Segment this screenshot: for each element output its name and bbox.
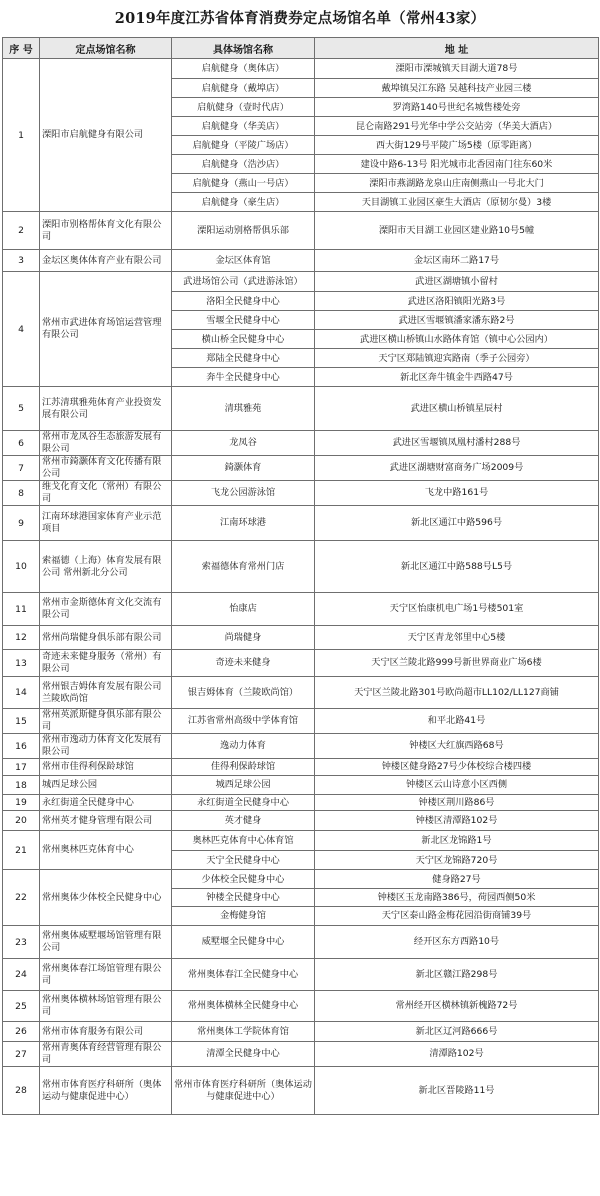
venue-stack: [172, 272, 315, 387]
venue-name: 金梅健身馆: [172, 906, 314, 924]
venue-name: 天宁全民健身中心: [172, 850, 314, 869]
company-name: 城西足球公园: [40, 776, 172, 795]
company-name: 常州奥体少体校全民健身中心: [40, 870, 172, 926]
row-number: 18: [3, 776, 40, 795]
venue-address: 天宁区青龙邻里中心5楼: [315, 626, 599, 650]
table-row: [3, 481, 599, 506]
row-number: 7: [3, 456, 40, 481]
venue-address: 天目湖镇工业园区豪生大酒店（原韧尔曼）3楼: [315, 192, 598, 211]
venue-stack: [172, 870, 315, 926]
document-title: 2019年度江苏省体育消费券定点场馆名单（常州43家）: [114, 10, 486, 27]
company-name: 金坛区奥体体育产业有限公司: [40, 250, 172, 272]
venue-address: 钟楼区健身路27号少体校综合楼四楼: [315, 759, 599, 776]
company-name: 常州市体育医疗科研所（奥体运动与健康促进中心）: [40, 1067, 172, 1115]
venue-name: 常州市体育医疗科研所（奥体运动与健康促进中心）: [172, 1067, 315, 1115]
venue-address: 和平北路41号: [315, 709, 599, 734]
row-number: 20: [3, 811, 40, 831]
company-name: 常州市龙凤谷生态旅游发展有限公司: [40, 431, 172, 456]
row-number: 1: [3, 59, 40, 212]
venue-address: 武进区横山桥镇山水路体育馆（镇中心公园内）: [315, 329, 598, 348]
table-row: [3, 541, 599, 593]
venue-name: 启航健身（奥体店）: [201, 63, 285, 74]
venue-name: 启航健身（浩沙店）: [172, 154, 314, 173]
venue-name: 银吉姆体育（兰陵欧尚馆）: [172, 677, 315, 709]
venue-address: 健身路27号: [432, 873, 481, 885]
company-name: 溧阳市启航健身有限公司: [40, 59, 172, 212]
company-name: 常州市武进体育场馆运营管理有限公司: [40, 272, 172, 387]
venue-address: 经开区东方西路10号: [315, 926, 599, 959]
row-number: 16: [3, 734, 40, 759]
company-name: 永红街道全民健身中心: [40, 795, 172, 811]
venue-name: 雪堰全民健身中心: [172, 310, 314, 329]
venue-name: 英才健身: [172, 811, 315, 831]
table-row: [3, 811, 599, 831]
table-row: [3, 926, 599, 959]
venue-name: 启航健身（平陵广场店）: [172, 135, 314, 154]
row-number: 9: [3, 506, 40, 541]
table-row: [3, 677, 599, 709]
venue-address: 天宁区兰陵北路999号新世界商业广场6楼: [315, 650, 599, 677]
company-name: 常州英派斯健身俱乐部有限公司: [40, 709, 172, 734]
row-number: 2: [3, 212, 40, 250]
venue-name: 少体校全民健身中心: [201, 873, 285, 885]
venue-name: 龙凤谷: [172, 431, 315, 456]
company-name: 维戈化育文化（常州）有限公司: [40, 481, 172, 506]
header-venue: 具体场馆名称: [172, 38, 315, 59]
venue-name: 启航健身（豪生店）: [172, 192, 314, 211]
venue-address: 新北区晋陵路11号: [315, 1067, 599, 1115]
address-stack: [315, 870, 599, 926]
venue-address: 清潭路102号: [315, 1042, 599, 1067]
company-name: 常州奥体春江场馆管理有限公司: [40, 959, 172, 991]
address-stack: [315, 272, 599, 387]
venue-name: 城西足球公园: [172, 776, 315, 795]
venue-address: 西大街129号平陵广场5楼（原零距离）: [315, 135, 598, 154]
venue-name: 溧阳运动别格帮俱乐部: [172, 212, 315, 250]
venue-name: 郑陆全民健身中心: [172, 348, 314, 367]
venue-name: 常州奥体横林全民健身中心: [172, 991, 315, 1022]
venue-address: 天宁区龙锦路720号: [315, 850, 598, 869]
row-number: 4: [3, 272, 40, 387]
table-row: [3, 759, 599, 776]
table-row: [3, 593, 599, 626]
row-number: 26: [3, 1022, 40, 1042]
venue-address: 天宁区泰山路金梅花园沿街商铺39号: [315, 906, 598, 924]
company-name: 常州奥体威墅堰场馆管理有限公司: [40, 926, 172, 959]
venue-name: 洛阳全民健身中心: [172, 291, 314, 310]
venue-address: 建设中路6-13号 阳光城市北香园南门往东60米: [315, 154, 598, 173]
row-number: 11: [3, 593, 40, 626]
venue-address: 武进区湖塘财富商务广场2009号: [315, 456, 599, 481]
venue-address: 戴埠镇吴江东路 吴越科技产业园三楼: [315, 78, 598, 97]
venue-address: 罗湾路140号世纪名城售楼处旁: [315, 97, 598, 116]
venue-address: 天宁区怡康机电广场1号楼501室: [315, 593, 599, 626]
company-name: 江南环球港国家体育产业示范项目: [40, 506, 172, 541]
venue-stack: [172, 831, 315, 870]
venue-name: 錡灏体育: [172, 456, 315, 481]
company-name: 常州奥体横林场馆管理有限公司: [40, 991, 172, 1022]
table-row: [3, 387, 599, 431]
company-name: 常州奥林匹克体育中心: [40, 831, 172, 870]
row-number: 15: [3, 709, 40, 734]
row-number: 23: [3, 926, 40, 959]
table-body: [3, 59, 599, 1115]
venue-address: 新北区龙锦路1号: [421, 835, 492, 846]
venue-address: 溧阳市天目湖工业园区建业路10号5幢: [315, 212, 599, 250]
table-row: [3, 650, 599, 677]
table-row: [3, 212, 599, 250]
venue-name: 怡康店: [172, 593, 315, 626]
venue-address: 飞龙中路161号: [315, 481, 599, 506]
venue-name: 索福德体育常州门店: [172, 541, 315, 593]
venue-address: 新北区通江中路596号: [315, 506, 599, 541]
table-header-row: [3, 38, 599, 59]
row-number: 22: [3, 870, 40, 926]
company-name: 常州银吉姆体育发展有限公司 兰陵欧尚馆: [40, 677, 172, 709]
table-row: [3, 776, 599, 795]
row-number: 8: [3, 481, 40, 506]
venue-name: 启航健身（华美店）: [172, 116, 314, 135]
company-name: 常州市逸动力体育文化发展有限公司: [40, 734, 172, 759]
company-name: 常州英才健身管理有限公司: [40, 811, 172, 831]
venue-address: 新北区赣江路298号: [315, 959, 599, 991]
venue-name: 常州奥体春江全民健身中心: [172, 959, 315, 991]
venue-address: 武进区洛阳镇阳光路3号: [315, 291, 598, 310]
venue-name: 奔牛全民健身中心: [172, 367, 314, 386]
header-num: 序 号: [3, 38, 40, 59]
venue-address: 武进区雪堰镇潘家潘东路2号: [315, 310, 598, 329]
row-number: 19: [3, 795, 40, 811]
row-number: 17: [3, 759, 40, 776]
venue-name: 钟楼全民健身中心: [172, 888, 314, 906]
company-name: 索福德（上海）体育发展有限公司 常州新北分公司: [40, 541, 172, 593]
table-row: [3, 59, 599, 212]
venue-name: 启航健身（戴埠店）: [172, 78, 314, 97]
row-number: 24: [3, 959, 40, 991]
venue-name: 金坛区体育馆: [172, 250, 315, 272]
venue-address: 溧阳市溧城镇天目湖大道78号: [395, 63, 518, 74]
company-name: 常州市錡灏体育文化传播有限公司: [40, 456, 172, 481]
row-number: 21: [3, 831, 40, 870]
venue-name: 启航健身（燕山一号店）: [172, 173, 314, 192]
row-number: 25: [3, 991, 40, 1022]
table-row: [3, 1067, 599, 1115]
venue-name: 江南环球港: [172, 506, 315, 541]
company-name: 常州市体育服务有限公司: [40, 1022, 172, 1042]
company-name: 常州市金斯德体育文化交流有限公司: [40, 593, 172, 626]
venue-address: 钟楼区荆川路86号: [315, 795, 599, 811]
table-row: [3, 250, 599, 272]
row-number: 14: [3, 677, 40, 709]
address-stack: [315, 831, 599, 870]
venue-name: 常州奥体工学院体育馆: [172, 1022, 315, 1042]
venue-name: 江苏省常州高级中学体育馆: [172, 709, 315, 734]
venue-address: 新北区奔牛镇金牛西路47号: [315, 367, 598, 386]
row-number: 6: [3, 431, 40, 456]
venue-address: 钟楼区清潭路102号: [315, 811, 599, 831]
table-row: [3, 709, 599, 734]
venue-table: [2, 37, 599, 1115]
table-row: [3, 831, 599, 870]
table-row: [3, 456, 599, 481]
venue-name: 威墅堰全民健身中心: [172, 926, 315, 959]
table-row: [3, 870, 599, 926]
venue-address: 天宁区兰陵北路301号欧尚超市LL102/LL127商铺: [315, 677, 599, 709]
table-row: [3, 1022, 599, 1042]
company-name: 常州青奥体育经营管理有限公司: [40, 1042, 172, 1067]
venue-address: 钟楼区云山诗意小区西侧: [315, 776, 599, 795]
venue-address: 新北区通江中路588号L5号: [315, 541, 599, 593]
table-row: [3, 1042, 599, 1067]
venue-stack: [172, 59, 315, 212]
company-name: 常州尚瑞健身俱乐部有限公司: [40, 626, 172, 650]
venue-name: 尚瑞健身: [172, 626, 315, 650]
venue-address: 钟楼区玉龙南路386号，荷园西侧50米: [315, 888, 598, 906]
company-name: 常州市佳得利保龄球馆: [40, 759, 172, 776]
venue-name: 佳得利保龄球馆: [172, 759, 315, 776]
row-number: 12: [3, 626, 40, 650]
table-row: [3, 991, 599, 1022]
row-number: 10: [3, 541, 40, 593]
venue-address: 钟楼区大红旗西路68号: [315, 734, 599, 759]
venue-name: 清琪雅苑: [172, 387, 315, 431]
company-name: 江苏清琪雅苑体育产业投资发展有限公司: [40, 387, 172, 431]
table-row: [3, 626, 599, 650]
venue-name: 逸动力体育: [172, 734, 315, 759]
table-row: [3, 431, 599, 456]
row-number: 5: [3, 387, 40, 431]
venue-address: 溧阳市燕湖路龙泉山庄南侧燕山一号北大门: [315, 173, 598, 192]
row-number: 13: [3, 650, 40, 677]
table-row: [3, 506, 599, 541]
header-address: 地 址: [315, 38, 599, 59]
venue-name: 清潭全民健身中心: [172, 1042, 315, 1067]
venue-address: 金坛区南环二路17号: [315, 250, 599, 272]
header-company: 定点场馆名称: [40, 38, 172, 59]
table-row: [3, 795, 599, 811]
company-name: 奇迹未来健身服务（常州）有限公司: [40, 650, 172, 677]
venue-name: 横山桥全民健身中心: [172, 329, 314, 348]
venue-name: 奥林匹克体育中心体育馆: [192, 835, 294, 846]
venue-address: 昆仑南路291号光华中学公交站旁（华美大酒店）: [315, 116, 598, 135]
row-number: 28: [3, 1067, 40, 1115]
venue-address: 天宁区郑陆镇迎宾路南（季子公园旁）: [315, 348, 598, 367]
venue-name: 启航健身（壹时代店）: [172, 97, 314, 116]
company-name: 溧阳市别格帮体育文化有限公司: [40, 212, 172, 250]
table-row: [3, 734, 599, 759]
table-row: [3, 959, 599, 991]
venue-name: 永红街道全民健身中心: [172, 795, 315, 811]
venue-address: 常州经开区横林镇新槐路72号: [315, 991, 599, 1022]
address-stack: [315, 59, 599, 212]
row-number: 27: [3, 1042, 40, 1067]
venue-name: 飞龙公园游泳馆: [172, 481, 315, 506]
venue-name: 奇迹未来健身: [172, 650, 315, 677]
venue-name: 武进场馆公司（武进游泳馆）: [183, 276, 303, 287]
venue-address: 新北区辽河路666号: [315, 1022, 599, 1042]
table-row: [3, 272, 599, 387]
venue-address: 武进区湖塘镇小留村: [415, 276, 498, 287]
venue-address: 武进区雪堰镇凤凰村潘村288号: [315, 431, 599, 456]
venue-address: 武进区横山桥镇星辰村: [315, 387, 599, 431]
row-number: 3: [3, 250, 40, 272]
